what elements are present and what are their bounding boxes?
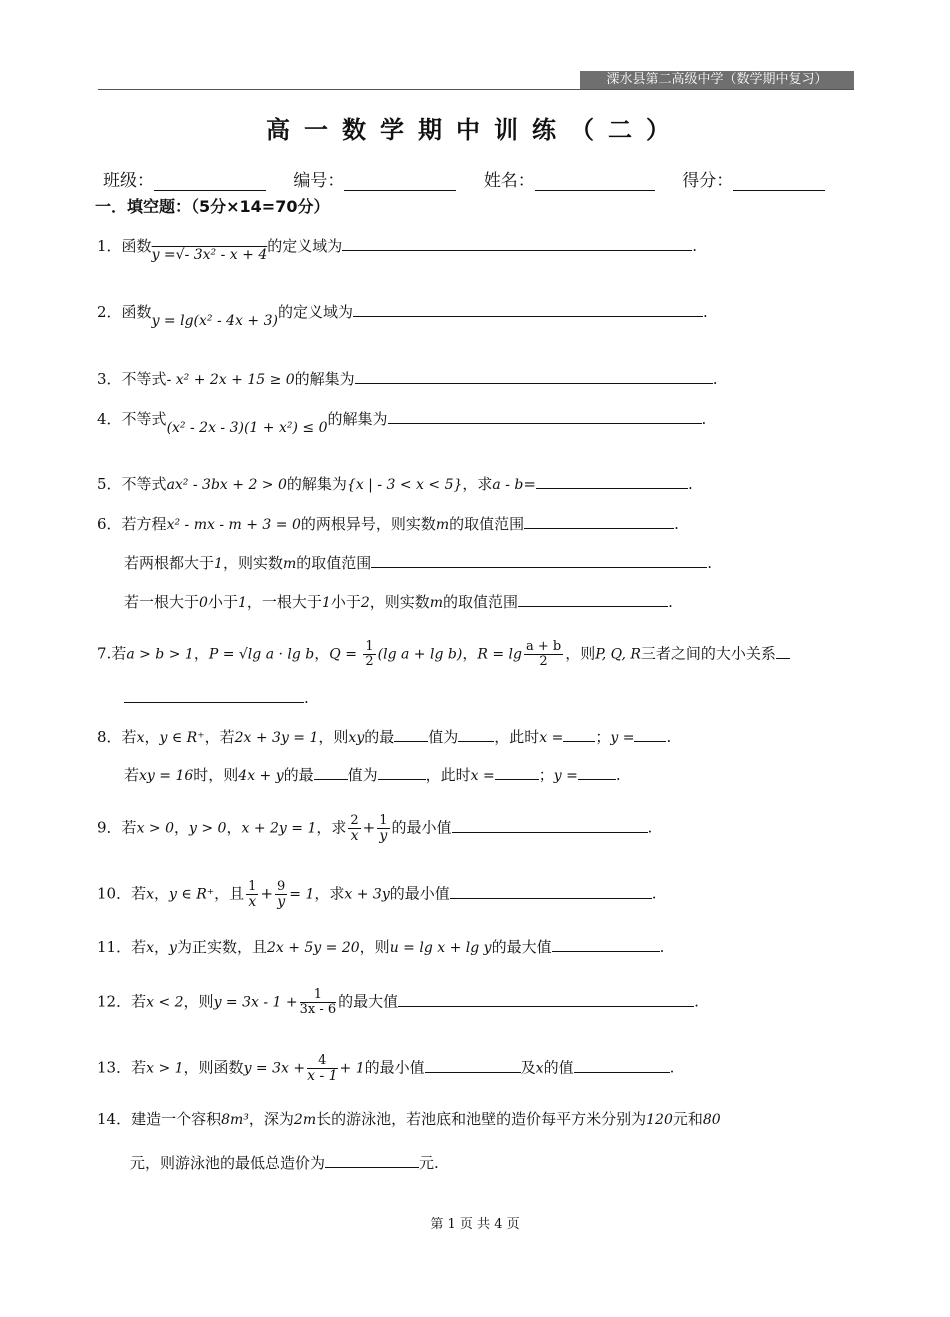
- answer-blank[interactable]: [552, 935, 660, 952]
- q-number: 10．: [97, 884, 132, 903]
- section-title: 一．填空题：（5分×14=70分）: [95, 197, 330, 216]
- answer-blank[interactable]: [425, 1056, 521, 1073]
- score-label: 得分：: [682, 171, 734, 191]
- answer-blank[interactable]: [518, 590, 668, 607]
- q-number: 5．: [97, 475, 122, 493]
- score-blank[interactable]: [733, 172, 825, 191]
- header-rule: [98, 89, 854, 90]
- fraction: $\frac{2}{x}$: [350, 813, 359, 844]
- question-14-cont: 元，则游泳池的最低总造价为 元.: [130, 1151, 439, 1174]
- question-11: 11．若x，y为正实数，且2x + 5y = 20，则u = lg x + lg y的最大值 .: [97, 935, 664, 959]
- answer-blank[interactable]: [355, 367, 713, 384]
- answer-blank[interactable]: [398, 990, 694, 1007]
- q-math: - x² + 2x + 15 ≥ 0: [166, 372, 295, 388]
- question-12: 12．若x < 2，则y = 3x - 1 + $\frac{1}{3x - 6}$ 的最大值 .: [97, 987, 699, 1017]
- school-header-tag: 溧水县第二高级中学（数学期中复习）: [580, 71, 854, 89]
- q-number: 7.: [97, 644, 112, 663]
- page-footer: 第 1 页 共 4 页: [430, 1217, 520, 1232]
- q-text: 的解集为: [294, 370, 355, 388]
- question-10: 10．若x，y ∈ R⁺，且 $\frac{1}{x}$ + $\frac{9}{y}$ = 1，求x + 3y的最小值 .: [97, 879, 657, 910]
- fraction: $\frac{9}{y}$: [277, 879, 286, 910]
- answer-blank[interactable]: [495, 763, 539, 780]
- answer-blank[interactable]: [353, 300, 703, 317]
- q-text: 的定义域为: [267, 237, 343, 255]
- q-number: 6．: [97, 515, 122, 533]
- q-text: 函数: [121, 237, 152, 255]
- fraction: $\frac{4}{x - 1}$: [307, 1053, 338, 1084]
- answer-blank[interactable]: [452, 816, 648, 833]
- answer-blank[interactable]: [394, 725, 428, 742]
- class-blank[interactable]: [154, 172, 266, 191]
- q-text: 的定义域为: [277, 303, 353, 321]
- answer-blank[interactable]: [563, 725, 595, 742]
- q-number: 14．: [97, 1110, 132, 1128]
- q-number: 1．: [97, 237, 122, 255]
- q-number: 8．: [97, 728, 122, 746]
- student-info-row: [103, 166, 825, 191]
- question-9: 9．若x > 0，y > 0，x + 2y = 1，求 $\frac{2}{x}$ + $\frac{1}{y}$ 的最小值 .: [97, 813, 653, 844]
- q-text: 函数: [121, 303, 152, 321]
- q-text: 不等式: [121, 370, 167, 388]
- answer-blank[interactable]: [314, 763, 348, 780]
- class-label: 班级：: [103, 171, 154, 191]
- q-math: x² - mx - m + 3 = 0: [166, 517, 301, 533]
- q-number: 11．: [97, 938, 132, 956]
- question-8: 8．若x，y ∈ R⁺，若2x + 3y = 1，则xy的最 值为 ，此时x = ；y = .: [97, 725, 671, 749]
- q-number: 13．: [97, 1058, 132, 1077]
- question-8-part-2: 若xy = 16时，则4x + y的最 值为 ，此时x = ；y = .: [124, 763, 621, 787]
- answer-blank[interactable]: [578, 763, 616, 780]
- question-6-part-2: 若两根都大于1，则实数m的取值范围 .: [124, 551, 712, 575]
- q-math: a - b: [492, 477, 524, 493]
- number-blank[interactable]: [344, 172, 456, 191]
- number-label: 编号：: [293, 171, 345, 191]
- question-14: 14．建造一个容积8m³，深为2m长的游泳池，若池底和池壁的造价每平方米分别为120元和80: [97, 1110, 721, 1128]
- answer-blank[interactable]: [342, 234, 692, 251]
- question-6: 6．若方程x² - mx - m + 3 = 0的两根异号，则实数m的取值范围 .: [97, 512, 679, 536]
- q-math: y =√- 3x² - x + 4: [151, 247, 268, 263]
- q-number: 2．: [97, 303, 122, 321]
- answer-blank[interactable]: [124, 686, 304, 703]
- question-13: 13．若x > 1，则函数y = 3x + $\frac{4}{x - 1}$ + 1的最小值 及x的值 .: [97, 1053, 675, 1084]
- fraction: $\frac{1}{2}$: [365, 639, 374, 669]
- q-text: 不等式: [121, 410, 167, 428]
- page-title: 高一数学期中训练（二）: [266, 116, 684, 144]
- question-6-part-3: 若一根大于0小于1，一根大于1小于2，则实数m的取值范围 .: [124, 590, 673, 614]
- q-number: 4．: [97, 410, 122, 428]
- answer-blank[interactable]: [378, 763, 426, 780]
- answer-blank[interactable]: [524, 512, 674, 529]
- answer-blank[interactable]: [458, 725, 494, 742]
- q-number: 3．: [97, 370, 122, 388]
- question-1: 1．函数y =√- 3x² - x + 4的定义域为 .: [97, 234, 697, 258]
- question-5: 5．不等式ax² - 3bx + 2 > 0的解集为{x | - 3 < x < 5}，求a - b= .: [97, 472, 693, 496]
- answer-blank[interactable]: [325, 1151, 419, 1168]
- answer-blank[interactable]: [536, 472, 688, 489]
- answer-blank[interactable]: [388, 407, 702, 424]
- answer-blank[interactable]: [634, 725, 666, 742]
- q-math: {x | - 3 < x < 5}: [346, 477, 463, 493]
- fraction: $\frac{1}{x}$: [248, 879, 257, 910]
- question-4: 4．不等式(x² - 2x - 3)(1 + x²) ≤ 0的解集为 .: [97, 407, 706, 431]
- q-text: 的解集为: [327, 410, 388, 428]
- question-7: 7.若a > b > 1，P = √lg a · lg b，Q = $\frac{1}{2}$ (lg a + lg b)，R = lg $\frac{a + b}{2}$ ，则P, Q, R三者之间的大小关系: [97, 640, 790, 669]
- answer-blank[interactable]: [371, 551, 707, 568]
- q-number: 12．: [97, 992, 132, 1011]
- name-blank[interactable]: [535, 172, 655, 191]
- fraction: $\frac{1}{3x - 6}$: [299, 987, 337, 1017]
- q-math: (x² - 2x - 3)(1 + x²) ≤ 0: [166, 420, 328, 436]
- question-7-cont: .: [124, 686, 309, 709]
- fraction: $\frac{1}{y}$: [379, 813, 388, 844]
- question-2: 2．函数y = lg(x² - 4x + 3)的定义域为 .: [97, 300, 708, 324]
- answer-blank[interactable]: [776, 642, 790, 659]
- question-3: 3．不等式- x² + 2x + 15 ≥ 0的解集为 .: [97, 367, 717, 391]
- answer-blank[interactable]: [450, 882, 652, 899]
- q-math: y = lg(x² - 4x + 3): [151, 313, 278, 329]
- name-label: 姓名：: [483, 171, 535, 191]
- q-number: 9．: [97, 818, 122, 837]
- q-math: ax² - 3bx + 2 > 0: [166, 477, 287, 493]
- answer-blank[interactable]: [574, 1056, 670, 1073]
- fraction: $\frac{a + b}{2}$: [525, 639, 562, 669]
